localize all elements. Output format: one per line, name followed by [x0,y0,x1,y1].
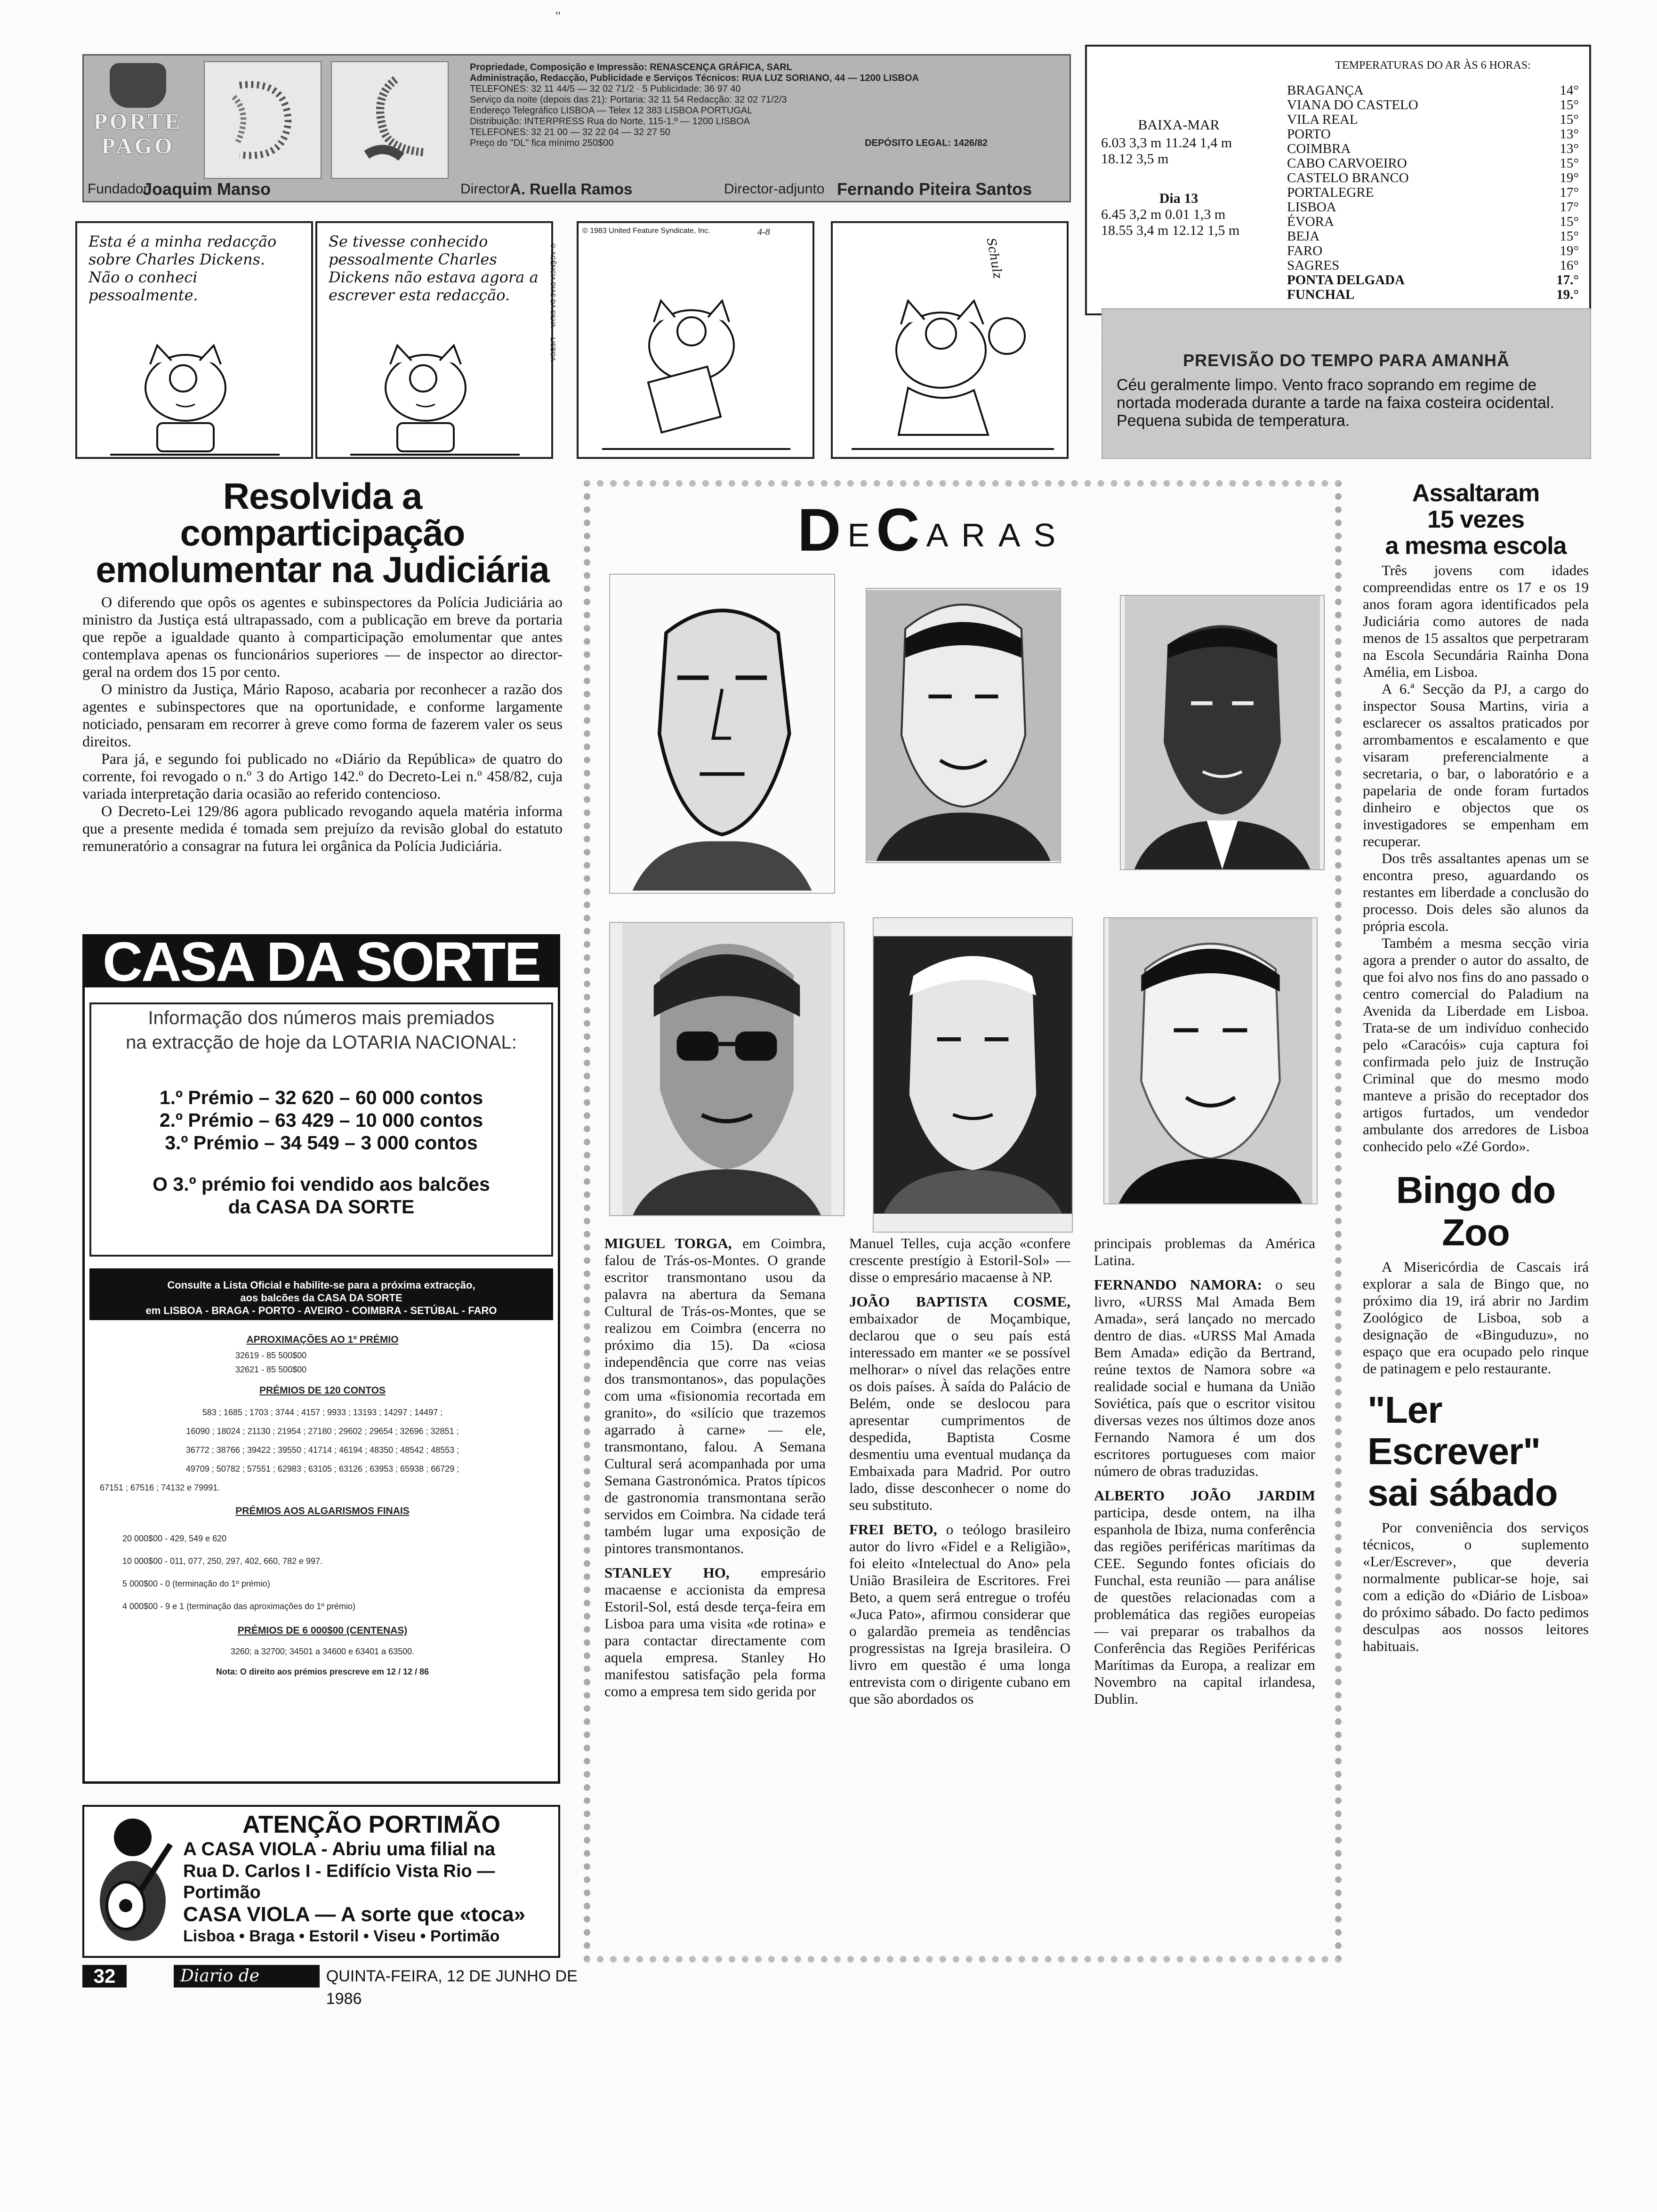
news-text: em Coimbra, falou de Trás-os-Montes. O grande escritor transmontano usou da palavra na abertura da Semana Cultural de Trás-os-Montes, que se realizou em Coimbra (encerra no próximo dia 15). Da «ciosa independência que corre nas veias dos transmontanos», das populações com uma «fisionomia recortada em granito», do «silício que trazemos agarrado à carne» — ele, transmontano, falou. A Semana Cultural será acompanhada por uma Semana Gastronómica. Pratos típicos de gastronomia transmontana serão servidos em Coimbra. Na cidade terá também lugar uma exposição de pintores transmontanos. [604,1235,826,1556]
tides-title: BAIXA-MAR [1138,117,1220,133]
temp-row [1287,200,1579,215]
casa-da-sorte-ad [82,931,560,1784]
news-text: o seu livro, «URSS Mal Amada Bem Amada», será lançado no mercado dentro de dias. «URSS Mal Amada Bem Amada» edição da Bertrand, reúne textos de Namora sobre «a realidade social e humana da União Soviética, país que o escritor visitou diversas vezes nos últimos doze anos Fernando Namora é um dos escritores portugueses com maior número de obras traduzidas. [1094,1276,1316,1479]
logo-d-icon [204,61,322,179]
de-caras-feature [584,480,1342,1963]
page-footer [82,1965,600,2008]
temp-rows [1287,83,1579,302]
city-temp: 19° [1560,170,1579,185]
temp-row [1287,156,1579,171]
paper-name: Diario de Lisboa [174,1965,320,1988]
imprint-line: Serviço da noite (depois das 21): Portaria: 32 11 54 Redacção: 32 02 71/2/3 [470,95,787,105]
prize-line: 1.º Prémio – 32 620 – 60 000 contos [159,1087,483,1108]
paragraph: Também a mesma secção viria agora a prender o autor do assalto, de que foi alvo nos fins do ano passado o centro comercial do Paladium na Avenida da Liberdade em Lisboa. Trata-se de um indivíduo conhecido pelo «Caracóis» cuja captura foi confirmada pelo juiz de Instrução Criminal que do mesmo modo manteve a prisão do receptador dos artigos furtados, um vendedor ambulante dos arredores de Lisboa conhecido pelo «Zé Gordo». [1363,935,1589,1154]
portrait-joao-baptista-cosme [1120,595,1325,870]
de-caras-title [797,497,1062,564]
director-name: A. Ruella Ramos [510,180,633,198]
peppermint-patty-figure-icon [105,331,284,458]
portimao-line: A CASA VIOLA - Abriu uma filial na [183,1839,496,1859]
headline-line: Escrever" [1367,1430,1541,1472]
tide-line: 18.55 3,4 m 12.12 1,5 m [1101,223,1240,238]
paragraph: Por conveniência dos serviços técnicos, o suplemento «Ler/Escrever», que deveria normalmente publicar-se hoje, sai com a edição do «Diário de Lisboa» do próximo sábado. Do facto pedimos desculpas aos nossos leitores habituais. [1363,1519,1589,1654]
temp-row [1287,273,1579,288]
decaras-column-3 [1094,1235,1315,1715]
city-temp: 15° [1560,97,1579,112]
judiciaria-article [82,475,563,855]
tides-day2-label: Dia 13 [1159,191,1199,206]
portrait-fernando-namora [873,917,1073,1233]
tide-line: 18.12 3,5 m [1101,151,1169,167]
assaltaram-body [1363,562,1589,1155]
city-temp: 19.° [1556,287,1579,302]
city-temp: 17° [1560,200,1579,215]
note-line: Nota: O direito aos prémios prescreve em 12 / 12 / 86 [216,1667,429,1676]
lottery-info-box [89,1002,553,1257]
news-name: ALBERTO JOÃO JARDIM [1094,1487,1315,1504]
city-temp: 16° [1560,258,1579,273]
news-item [1094,1487,1315,1707]
city-name: VIANA DO CASTELO [1287,97,1418,112]
city-name: PONTA DELGADA [1287,272,1405,288]
portimao-line: Portimão [183,1883,261,1902]
temps-title: TEMPERATURAS DO AR ÀS 6 HORAS: [1335,59,1531,72]
portimao-line: Lisboa • Braga • Estoril • Viseu • Portimão [183,1927,500,1945]
comic-copyright: © 1983 United Feature Syndicate, Inc. [582,227,710,235]
premios120-line: 16090 ; 18024 ; 21130 ; 21954 ; 27180 ; 29602 ; 29654 ; 32696 ; 32851 ; [186,1427,459,1436]
premios120-line: 67151 ; 67516 ; 74132 e 79991. [100,1483,220,1492]
imprint-line: Distribuição: INTERPRESS Rua do Norte, 115-1.º — 1200 LISBOA [470,116,750,127]
paragraph: O ministro da Justiça, Mário Raposo, acabaria por reconhecer a razão dos agentes e subinspectores que na oportunidade, e conforme largamente noticiado, pensaram em recorrer à greve como forma de fazerem valer os seus direitos. [82,681,563,750]
agency-credit: © AGÊNCIA DIAS DA SILVA — LISBOA [549,242,557,361]
imprint-line: Propriedade, Composição e Impressão: RENASCENÇA GRÁFICA, SARL [470,62,792,72]
news-item [1094,1276,1315,1480]
sold-line: da CASA DA SORTE [228,1196,415,1218]
city-temp: 17.° [1556,272,1579,288]
judiciaria-headline-2: emolumentar na Judiciária [96,549,549,590]
casa-banner: CASA DA SORTE [85,937,558,987]
city-temp: 13° [1560,141,1579,156]
premios120-line: 49709 ; 50782 ; 57551 ; 62983 ; 63105 ; 63126 ; 63953 ; 65938 ; 66729 ; [185,1464,459,1474]
info-line: na extracção de hoje da LOTARIA NACIONAL: [126,1032,517,1053]
headline-line: a mesma escola [1385,532,1567,560]
peppermint-patty-thinking-icon [847,280,1059,458]
portimao-line: CASA VIOLA — A sorte que «toca» [183,1903,525,1926]
weather-box [1085,45,1591,315]
city-name: PORTALEGRE [1287,185,1374,200]
peppermint-patty-reading-icon [597,280,795,458]
sold-line: O 3.º prémio foi vendido aos balcões [153,1173,490,1195]
city-name: VILA REAL [1287,112,1358,127]
tides-block [1101,117,1256,239]
news-item [604,1564,826,1700]
city-name: LISBOA [1287,200,1336,215]
headline-line: sai sábado [1367,1472,1558,1514]
temp-row [1287,127,1579,142]
centenas-line: 3260; a 32700; 34501 a 34600 e 63401 a 63500. [230,1647,415,1656]
aprox-title: APROXIMAÇÕES AO 1º PRÉMIO [246,1334,399,1345]
imprint-line: Administração, Redacção, Publicidade e Serviços Técnicos: RUA LUZ SORIANO, 44 — 1200 LISBOA [470,73,919,83]
comic-signature: Schulz [983,237,1005,280]
comic-panel-2-text: Se tivesse conhecido pessoalmente Charles Dickens não estava agora a escrever esta redacção. [329,232,539,304]
algarismos-line: 5 000$00 - 0 (terminação do 1º prémio) [122,1579,270,1588]
algarismos-line: 10 000$00 - 011, 077, 250, 297, 402, 660, 782 e 997. [122,1556,323,1566]
comic-panel-3 [577,221,814,459]
casa-viola-text [183,1811,560,1946]
city-temp: 15° [1560,156,1579,171]
algarismos-line: 20 000$00 - 429, 549 e 620 [122,1534,227,1543]
title-letter: C [876,497,920,564]
masthead-credits [84,177,1070,201]
news-item [604,1235,826,1557]
temp-row [1287,229,1579,244]
city-name: FUNCHAL [1287,287,1355,302]
director-label: Director [460,181,510,197]
portrait-stanley-ho [866,588,1061,863]
temp-row [1287,112,1579,127]
results-list [94,1334,551,1677]
footer-date: QUINTA-FEIRA, 12 DE JUNHO DE 1986 [326,1967,578,2008]
forecast-box [1102,308,1591,459]
bingo-headline: Bingo do Zoo [1396,1169,1556,1253]
imprint-line: TELEFONES: 32 11 44/5 — 32 02 71/2 · 5 Publicidade: 36 97 40 [470,84,741,94]
prize-line: 2.º Prémio – 63 429 – 10 000 contos [159,1109,483,1131]
city-temp: 19° [1560,243,1579,258]
paragraph: Para já, e segundo foi publicado no «Diário da República» de quatro do corrente, foi revogado o n.º 3 do Artigo 142.º do Decreto-Lei n.º 458/82, cuja variada interpretação daria ocasião ao referido contencioso. [82,750,563,802]
news-text: embaixador de Moçambique, declarou que o seu país está interessado em manter «e se possível melhorar» o nível das relações entre os dois países. À saída do Palácio de Belém, onde se deslocou para apresentar cumprimentos de despedida, Baptista Cosme desmentiu uma eventual mudança da Embaixada para Madrid. Por outro lado, disse desconhecer o nome do seu substituto. [849,1310,1070,1513]
title-letter: E [847,517,870,553]
paragraph: O diferendo que opôs os agentes e subinspectores da Polícia Judiciária ao ministro da Justiça está ultrapassado, com a publicação em breve da portaria que repõe a igualdade quanto à comparticipação emolumentar que antes contemplava apenas os funcionários superiores — de inspector ao director-geral na ordem dos 15 por cento. [82,593,563,680]
title-letter: D [797,497,841,564]
ler-body [1363,1519,1589,1655]
city-temp: 15° [1560,229,1579,244]
right-column [1363,480,1589,1655]
comic-panel-2 [315,221,557,459]
paragraph: Três jovens com idades compreendidas entre os 17 e os 19 anos foram agora identificados pela Judiciária como autores de nada menos de 15 assaltos que perpetraram na Escola Secundária Rainha Dona Amélia, em Lisboa. [1363,562,1589,680]
portrait-miguel-torga [609,574,835,894]
bingo-body [1363,1258,1589,1377]
judiciaria-headline-1: Resolvida a comparticipação [180,475,465,553]
temp-row [1287,142,1579,156]
news-text: Manuel Telles, cuja acção «confere crescente prestígio à Estoril-Sol» — disse o empresário macaense à NP. [849,1235,1070,1285]
pago-label: PAGO [101,134,175,159]
paragraph: Dos três assaltantes apenas um se encontra preso, aguardando os restantes em liberdade a conclusão do processo. Dois deles são alunos da própria escola. [1363,850,1589,934]
comic-panel-1-text: Esta é a minha redacção sobre Charles Dickens. Não o conheci pessoalmente. [88,232,277,304]
city-temp: 17° [1560,185,1579,200]
prize-line: 3.º Prémio – 34 549 – 3 000 contos [165,1132,478,1154]
algarismos-line: 4 000$00 - 9 e 1 (terminação das aproximações do 1º prémio) [122,1602,355,1611]
temp-row [1287,83,1579,98]
imprint-line: TELEFONES: 32 21 00 — 32 22 04 — 32 27 50 [470,127,670,137]
decaras-column-2 [849,1235,1070,1715]
consult-line: aos balcões da CASA DA SORTE [240,1292,402,1304]
imprint-line: Endereço Telegráfico LISBOA — Telex 12 383 LISBOA PORTUGAL [470,105,753,116]
premios120-line: 36772 ; 38766 ; 39422 ; 39550 ; 41714 ; 46194 ; 48350 ; 48542 ; 48553 ; [185,1445,459,1455]
headline-line: Assaltaram [1412,480,1540,507]
title-letter: R [961,517,985,553]
peppermint-patty-figure-icon [346,331,524,458]
paragraph: O Decreto-Lei 129/86 agora publicado revogando aquela matéria informa que a presente medida é tomada sem prejuízo da revisão global do estatuto remuneratório a consagrar na futura lei orgânica da Polícia Judiciária. [82,802,563,854]
paragraph: A Misericórdia de Cascais irá explorar a sala de Bingo que, no próximo dia 19, irá abrir no Jardim Zoológico de Lisboa, sob a designação de «Binguduzu», no espaço que era ocupado pelo rinque de patinagem e pelo restaurante. [1363,1258,1589,1377]
city-name: BRAGANÇA [1287,83,1364,98]
temp-row [1287,215,1579,229]
news-text: participa, desde ontem, na ilha espanhola de Ibiza, numa conferência das regiões periféricas marítimas da CEE. Segundo fontes oficiais do Funchal, esta reunião — para análise de questões relacionadas com a problemática das regiões europeias — vai preparar os trabalhos da Conferência das Regiões Periféricas Marítimas da Europa, a realizar em Novembro na capital irlandesa, Dublin. [1094,1504,1315,1707]
city-temp: 15° [1560,214,1579,229]
deposito-legal: DEPÓSITO LEGAL: 1426/82 [865,138,988,148]
temp-row [1287,288,1579,302]
news-name: FREI BETO, [849,1521,937,1538]
temp-row [1287,244,1579,258]
news-name: MIGUEL TORGA, [604,1235,732,1251]
algarismos-title: PRÉMIOS AOS ALGARISMOS FINAIS [235,1506,410,1516]
consult-line: em LISBOA - BRAGA - PORTO - AVEIRO - COIMBRA - SETÚBAL - FARO [145,1305,497,1316]
portrait-alberto-joao-jardim [1103,917,1318,1204]
adjunto-label: Director-adjunto [724,181,825,197]
news-text: empresário macaense e accionista da empresa Estoril-Sol, está desde terça-feira em Lisboa para uma visita «de rotina» e para contactar directamente com aquela empresa. Stanley Ho manifestou satisfação pela forma como a empresa tem sido gerida por [604,1564,826,1699]
porte-label: PORTE [93,109,183,134]
temp-row [1287,258,1579,273]
tide-line: 6.03 3,3 m 11.24 1,4 m [1101,135,1232,151]
news-text: o teólogo brasileiro autor do livro «Fidel e a Religião», foi eleito «Intelectual do Ano» pela União Brasileira de Escritores. Frei Beto, a quem será entregue o troféu «Juca Pato», afirmou considerar que o galardão premeia as tendências progressistas na Igreja brasileira. O livro em questão é uma longa entrevista com o dirigente cubano em que são abordados os [849,1521,1070,1707]
adjunto-name: Fernando Piteira Santos [837,179,1032,199]
page-number: 32 [82,1965,127,1988]
city-name: PORTO [1287,127,1331,142]
forecast-text: Céu geralmente limpo. Vento fraco soprando em regime de nortada moderada durante a tarde na faixa costeira ocidental. Pequena subida de temperatura. [1117,376,1554,430]
info-line: Informação dos números mais premiados [148,1008,495,1028]
portimao-line: Rua D. Carlos I - Edifício Vista Rio — [183,1861,495,1881]
news-name: STANLEY HO, [604,1564,730,1581]
coat-of-arms-icon [110,63,166,108]
centenas-title: PRÉMIOS DE 6 000$00 (CENTENAS) [237,1625,408,1636]
top-mark: " [555,9,561,24]
headline-line: "Ler [1367,1389,1442,1431]
premios120-line: 583 ; 1685 ; 1703 ; 3744 ; 4157 ; 9933 ; 13193 ; 14297 ; 14497 ; [202,1408,443,1417]
temp-row [1287,185,1579,200]
city-name: FARO [1287,243,1323,258]
tide-line: 6.45 3,2 m 0.01 1,3 m [1101,207,1226,222]
portrait-frei-beto [609,922,845,1216]
aprox-line: 32619 - 85 500$00 [235,1351,307,1360]
city-temp: 15° [1560,112,1579,127]
title-letter: A [926,517,949,553]
imprint-line: Preço do "DL" fica mínimo 250$00 [470,138,614,148]
city-temp: 14° [1560,83,1579,98]
news-name: JOÃO BAPTISTA COSME, [849,1293,1070,1310]
city-temp: 13° [1560,127,1579,142]
news-item [849,1235,1070,1286]
title-letter: A [998,517,1021,553]
comic-panel-4 [831,221,1069,459]
imprint [470,62,1063,149]
ler-headline [1363,1389,1589,1514]
premios120-title: PRÉMIOS DE 120 CONTOS [259,1385,386,1396]
temp-row [1287,98,1579,112]
comic-date-mark: 4-8 [757,227,770,237]
headline-line: 15 vezes [1427,506,1524,533]
news-item [849,1293,1070,1514]
title-letter: S [1033,517,1056,553]
judiciaria-body [82,593,563,855]
temp-row [1287,171,1579,185]
news-item [849,1521,1070,1707]
temperatures-block [1287,58,1579,302]
comic-panel-1 [75,221,313,459]
news-name: FERNANDO NAMORA: [1094,1276,1262,1293]
city-name: BEJA [1287,229,1320,244]
logo-l-icon [331,61,449,179]
forecast-title: PREVISÃO DO TEMPO PARA AMANHÃ [1183,351,1510,370]
news-text: principais problemas da América Latina. [1094,1235,1315,1268]
aprox-line: 32621 - 85 500$00 [235,1365,307,1374]
portimao-title: ATENÇÃO PORTIMÃO [242,1811,500,1838]
city-name: COIMBRA [1287,141,1351,156]
assaltaram-headline [1363,480,1589,559]
masthead [82,54,1071,202]
guitar-player-icon [88,1811,177,1953]
consult-line: Consulte a Lista Oficial e habilite-se para a próxima extracção, [167,1279,475,1291]
city-name: CABO CARVOEIRO [1287,156,1407,171]
consult-banner [89,1268,553,1320]
city-name: SAGRES [1287,258,1340,273]
fundador-label: Fundador [88,181,148,197]
fundador-name: Joaquim Manso [143,179,271,199]
city-name: ÉVORA [1287,214,1334,229]
paragraph: A 6.ª Secção da PJ, a cargo do inspector Sousa Martins, viria a esclarecer os assaltos praticados por arrombamentos e escalamento e que visaram preferencialmente a secretaria, o bar, o laboratório e a papelaria de onde foram furtados dinheiro e objectos que os investigadores se empenham em recuperar. [1363,681,1589,850]
city-name: CASTELO BRANCO [1287,170,1409,185]
decaras-column-1 [604,1235,826,1707]
news-item [1094,1235,1315,1269]
porte-pago-block [84,56,192,178]
casa-viola-ad [82,1805,560,1958]
